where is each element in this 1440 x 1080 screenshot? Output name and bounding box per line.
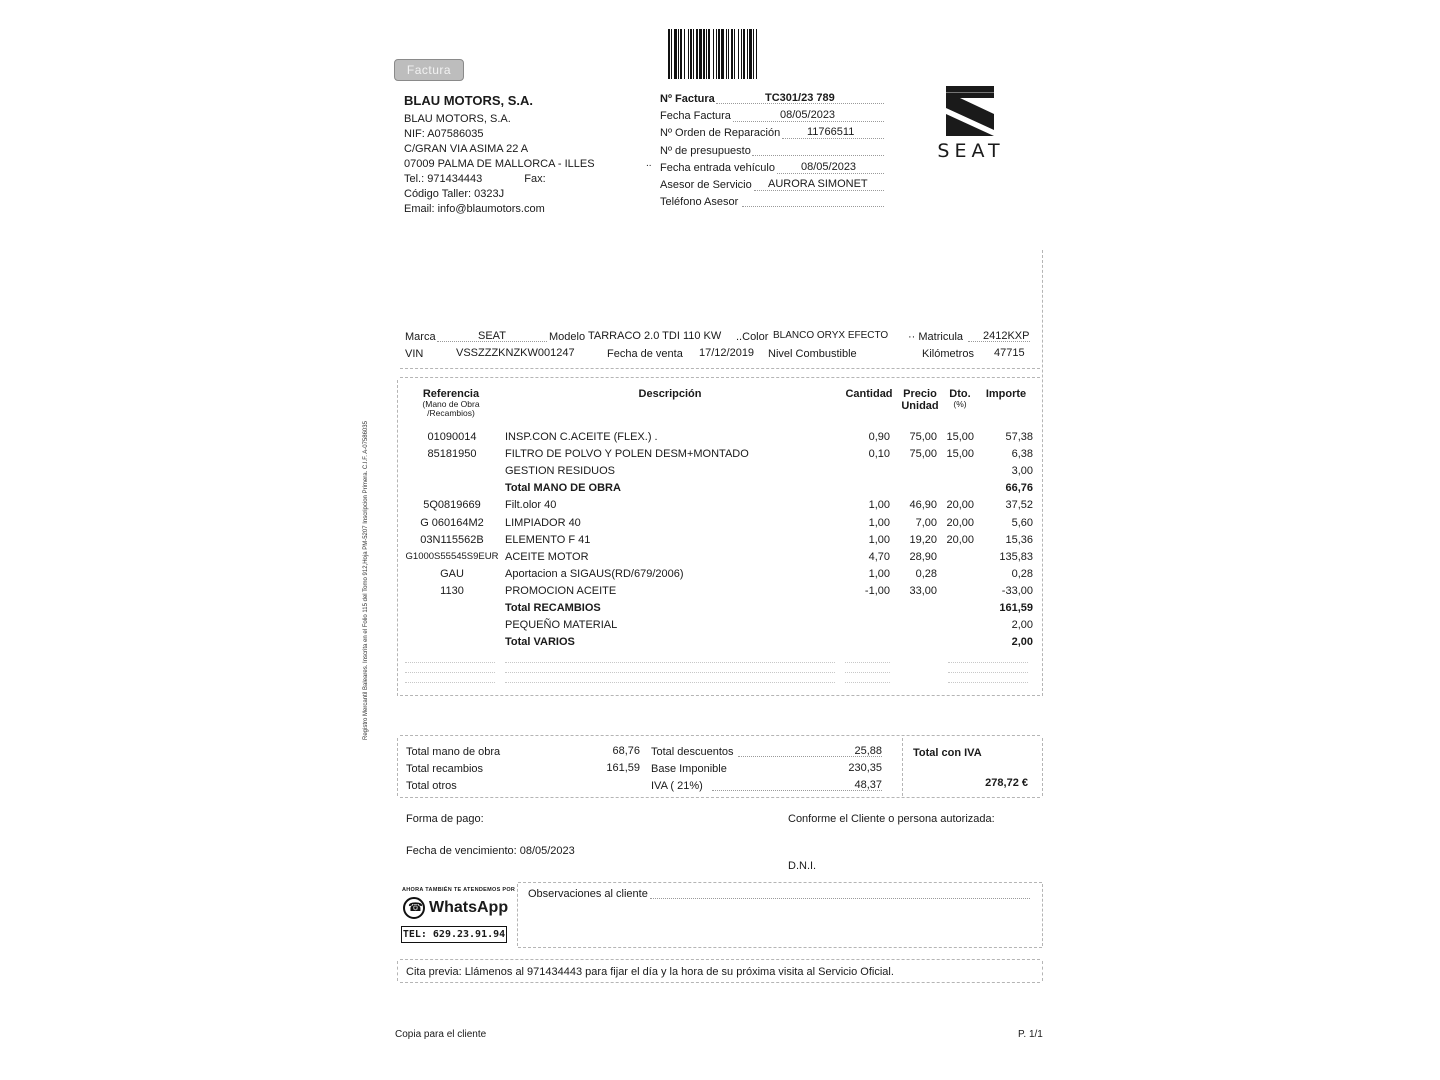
model-value: TARRACO 2.0 TDI 110 KW — [588, 330, 722, 342]
cell-descripcion: GESTION RESIDUOS — [505, 465, 616, 477]
repair-order-value: 11766511 — [807, 126, 855, 138]
whatsapp-name: WhatsApp — [429, 899, 509, 916]
advisor-phone-label: Teléfono Asesor — [660, 196, 739, 208]
cell-referencia: 01090014 — [427, 431, 477, 443]
barcode — [668, 29, 852, 79]
color-value: BLANCO ORYX EFECTO — [773, 330, 889, 341]
seat-logo — [924, 84, 1018, 160]
appointment-text: Cita previa: Llámenos al 971434443 para fijar el día y la hora de su próxima visita al Servicio Oficial. — [406, 966, 894, 978]
cell-importe: 15,36 — [1005, 534, 1033, 546]
payment-method-label: Forma de pago: — [406, 813, 484, 825]
cell-precio: 33,00 — [909, 585, 937, 597]
cell-importe: 6,38 — [1011, 448, 1033, 460]
cell-cantidad: 1,00 — [868, 499, 890, 511]
cell-dto: 15,00 — [946, 431, 974, 443]
due-date: Fecha de vencimiento: 08/05/2023 — [406, 845, 575, 857]
cell-precio: 0,28 — [915, 568, 937, 580]
repair-order-label: Nº Orden de Reparación — [660, 127, 781, 139]
cell-importe: 3,00 — [1011, 465, 1033, 477]
taxable-base-value: 230,35 — [848, 762, 882, 774]
cell-importe: 2,00 — [1011, 619, 1033, 631]
cell-referencia: 1130 — [440, 585, 464, 597]
invoice-date-value: 08/05/2023 — [780, 109, 836, 121]
cell-dto: 15,00 — [946, 448, 974, 460]
cell-referencia: 5Q0819669 — [423, 499, 481, 511]
cell-cantidad: 0,10 — [868, 448, 890, 460]
cell-descripcion: LIMPIADOR 40 — [505, 517, 581, 529]
company-line: BLAU MOTORS, S.A. — [404, 113, 511, 125]
color-label: ..Color — [736, 331, 769, 343]
table-right-border — [1042, 250, 1043, 696]
cell-precio: 75,00 — [909, 448, 937, 460]
cell-dto: 20,00 — [946, 499, 974, 511]
stray-mark: .. — [646, 158, 652, 169]
cell-descripcion: Total RECAMBIOS — [505, 602, 601, 614]
cell-importe: 2,00 — [1011, 636, 1033, 648]
quote-number-label: Nº de presupuesto — [660, 145, 751, 157]
taxable-base-label: Base Imponible — [651, 763, 727, 775]
table-left-border — [397, 380, 398, 696]
registry-note: Registro Mercantil Baleares. Inscrita en el Folio 115 del Tomo 912,Hoja PM-5207 Inscripcion Primera. C.I.F. A-07586035 — [363, 421, 369, 740]
cell-descripcion: Aportacion a SIGAUS(RD/679/2006) — [505, 568, 684, 580]
cell-descripcion: INSP.CON C.ACEITE (FLEX.) . — [505, 431, 658, 443]
cell-importe: 135,83 — [999, 551, 1033, 563]
cell-importe: -33,00 — [1001, 585, 1033, 597]
company-details — [404, 112, 595, 217]
header-dto: Dto. (%) — [949, 388, 971, 409]
parts-total-value: 161,59 — [606, 762, 640, 774]
vin-value: VSSZZZKNZKW001247 — [456, 347, 575, 359]
km-label: Kilómetros — [922, 348, 974, 360]
company-line — [404, 172, 595, 187]
cell-precio: 75,00 — [909, 431, 937, 443]
cell-importe: 57,38 — [1005, 431, 1033, 443]
cell-cantidad: -1,00 — [864, 585, 890, 597]
whatsapp-icon — [403, 897, 425, 919]
company-phone: Tel.: 971434443 — [404, 173, 483, 185]
cell-descripcion: Total MANO DE OBRA — [505, 482, 621, 494]
total-with-vat-value: 278,72 € — [985, 777, 1028, 789]
cell-cantidad: 1,00 — [868, 517, 890, 529]
whatsapp-logo — [403, 897, 508, 919]
company-name: BLAU MOTORS, S.A. — [404, 93, 534, 108]
cell-cantidad: 4,70 — [868, 551, 890, 563]
cell-cantidad: 0,90 — [868, 431, 890, 443]
labor-total-label: Total mano de obra — [406, 746, 501, 758]
cell-referencia: 85181950 — [427, 448, 477, 460]
cell-descripcion: ACEITE MOTOR — [505, 551, 589, 563]
company-line: NIF: A07586035 — [404, 128, 484, 140]
cell-precio: 46,90 — [909, 499, 937, 511]
km-value: 47715 — [994, 347, 1025, 359]
company-fax-label: Fax: — [524, 173, 546, 185]
cell-referencia: G 060164M2 — [420, 517, 484, 529]
fuel-level-label: Nivel Combustible — [768, 348, 857, 360]
invoice-date-label: Fecha Factura — [660, 110, 731, 122]
cell-precio: 28,90 — [909, 551, 937, 563]
cell-descripcion: Filt.olor 40 — [505, 499, 557, 511]
invoice-number-label: Nº Factura — [660, 93, 715, 105]
company-line: 07009 PALMA DE MALLORCA - ILLES — [404, 158, 595, 170]
cell-descripcion: ELEMENTO F 41 — [505, 534, 591, 546]
cell-dto: 20,00 — [946, 534, 974, 546]
cell-importe: 5,60 — [1011, 517, 1033, 529]
discounts-label: Total descuentos — [651, 746, 734, 758]
page-number: P. 1/1 — [1018, 1029, 1043, 1040]
dni-label: D.N.I. — [788, 860, 817, 872]
total-with-vat-label: Total con IVA — [913, 747, 982, 759]
whatsapp-caption: AHORA TAMBIÉN TE ATENDEMOS POR — [402, 887, 516, 893]
vehicle-entry-date-label: Fecha entrada vehículo — [660, 162, 775, 174]
service-advisor-value: AURORA SIMONET — [768, 178, 868, 190]
cell-importe: 161,59 — [999, 602, 1033, 614]
cell-descripcion: PEQUEÑO MATERIAL — [505, 619, 618, 631]
company-line: C/GRAN VIA ASIMA 22 A — [404, 143, 529, 155]
copy-label: Copia para el cliente — [395, 1029, 487, 1040]
cell-descripcion: Total VARIOS — [505, 636, 575, 648]
header-importe: Importe — [985, 388, 1027, 400]
company-line: Código Taller: 0323J — [404, 188, 505, 200]
table-bottom-border — [400, 695, 1040, 696]
header-referencia: Referencia (Mano de Obra /Recambios) — [422, 388, 480, 418]
brand-label: Marca — [405, 331, 436, 343]
observations-label: Observaciones al cliente — [528, 888, 648, 900]
plate-value: 2412KXP — [983, 330, 1030, 342]
header-precio: Precio Unidad — [901, 388, 939, 412]
document-type-badge: Factura — [394, 59, 464, 81]
plate-label: ·· Matricula — [908, 331, 964, 343]
vat-value: 48,37 — [854, 779, 882, 791]
vehicle-entry-date-value: 08/05/2023 — [801, 161, 857, 173]
cell-importe: 66,76 — [1005, 482, 1033, 494]
cell-referencia: 03N115562B — [420, 534, 484, 546]
model-label: Modelo — [549, 331, 586, 343]
cell-precio: 7,00 — [915, 517, 937, 529]
brand-value: SEAT — [478, 330, 506, 342]
cell-referencia: G1000S55545S9EUR — [405, 551, 499, 562]
table-top-border — [400, 377, 1040, 378]
sale-date-label: Fecha de venta — [607, 348, 683, 360]
customer-approval-label: Conforme el Cliente o persona autorizada: — [788, 813, 995, 825]
cell-cantidad: 1,00 — [868, 534, 890, 546]
cell-precio: 19,20 — [909, 534, 937, 546]
company-line: Email: info@blaumotors.com — [404, 203, 545, 215]
labor-total-value: 68,76 — [612, 745, 640, 757]
seat-wordmark: SEAT — [937, 140, 1005, 162]
vin-label: VIN — [405, 348, 424, 360]
header-cantidad: Cantidad — [845, 388, 893, 400]
vat-label: IVA ( 21%) — [651, 780, 703, 792]
cell-descripcion: FILTRO DE POLVO Y POLEN DESM+MONTADO — [505, 448, 749, 460]
cell-cantidad: 1,00 — [868, 568, 890, 580]
parts-total-label: Total recambios — [406, 763, 484, 775]
cell-importe: 37,52 — [1005, 499, 1033, 511]
other-total-label: Total otros — [406, 780, 457, 792]
sale-date-value: 17/12/2019 — [699, 347, 755, 359]
whatsapp-phone: TEL: 629.23.91.94 — [401, 926, 507, 943]
header-descripcion: Descripción — [638, 388, 702, 400]
cell-descripcion: PROMOCION ACEITE — [505, 585, 617, 597]
service-advisor-label: Asesor de Servicio — [660, 179, 752, 191]
cell-importe: 0,28 — [1011, 568, 1033, 580]
discounts-value: 25,88 — [854, 745, 882, 757]
cell-dto: 20,00 — [946, 517, 974, 529]
cell-referencia: GAU — [440, 568, 464, 580]
invoice-number-value: TC301/23 789 — [765, 92, 835, 104]
